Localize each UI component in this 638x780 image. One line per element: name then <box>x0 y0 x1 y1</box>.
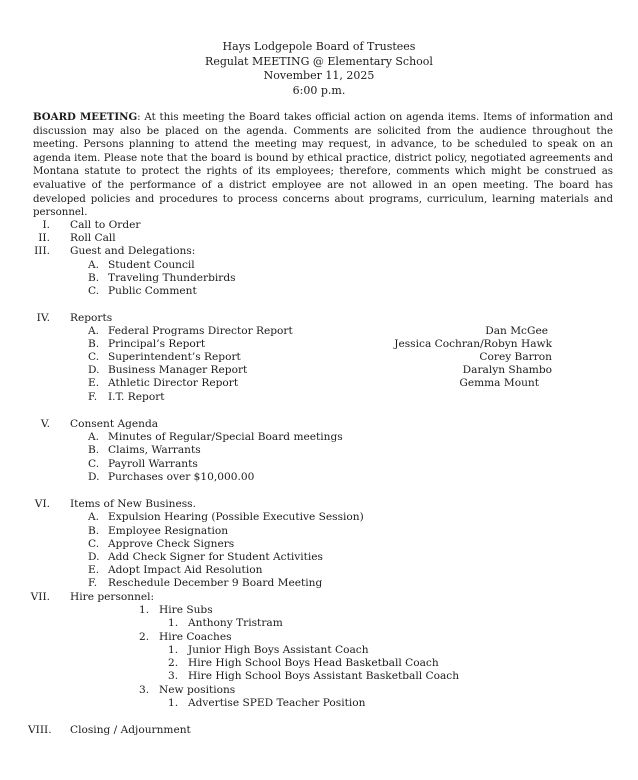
section-number: VIII. <box>28 724 52 736</box>
section-number: VII. <box>30 591 50 603</box>
meeting-title: Regulat MEETING @ Elementary School <box>205 54 433 68</box>
section-number: I. <box>42 219 50 231</box>
section-title: Items of New Business. <box>70 498 196 510</box>
section-number: IV. <box>36 312 50 324</box>
board-name: Hays Lodgepole Board of Trustees <box>222 40 416 53</box>
intro-text: : At this meeting the Board takes official action on agenda items. Items of information and discussion may also be placed on the agenda. Comments are solicited from the audience throughout the meeting. Persons planning to attend the meeting may request, in advance, to be scheduled to speak on an agenda item. Please note that the board is bound by ethical practice, district policy, negotiated agreements and Montana statute to protect the rights of its employees; therefore, comments which might be construed as evaluative of the performance of a district employee are not allowed in an open meeting. The board has developed policies and procedures to process concerns about programs, curriculum, learning materials and personnel. <box>33 112 613 219</box>
presenter-name: Gemma Mount <box>459 377 539 389</box>
presenter-name: Jessica Cochran/Robyn Hawk <box>394 338 552 350</box>
meeting-date: November 11, 2025 <box>263 69 375 82</box>
section-title: Closing / Adjournment <box>70 724 191 736</box>
section-number: VI. <box>34 498 50 510</box>
section-title: Roll Call <box>70 232 116 244</box>
presenter-name: Corey Barron <box>479 351 552 363</box>
document-header <box>0 40 638 98</box>
section-title: Hire personnel: <box>70 591 155 603</box>
section-number: III. <box>34 245 50 257</box>
intro-label: BOARD MEETING <box>33 111 138 123</box>
meeting-time: 6:00 p.m. <box>292 83 346 97</box>
section-title: Guest and Delegations: <box>70 245 196 257</box>
section-title: Consent Agenda <box>70 418 159 430</box>
presenter-name: Daralyn Shambo <box>462 364 552 376</box>
agenda-document: Hays Lodgepole Board of Trustees Regulat MEETING @ Elementary School November 11, 2025 6:00 p.m. BOARD MEETING: At this meeting the Board takes official action on agenda items. Items of information and discussion may also be placed on the agenda. Comments are solicited from the audience throughout the meeting. Persons planning to attend the meeting may request, in advance, to be scheduled to speak on an agenda item. Please note that the board is bound by ethical practice, district policy, negotiated agreements and Montana statute to protect the rights of its employees; therefore, comments which might be construed as evaluative of the performance of a district employee are not allowed in an open meeting. The board has developed policies and procedures to process concerns about programs, curriculum, learning materials and personnel. I. Call to Order II. Roll Call III. Guest and Delegations: A. Student Council B. Traveling Thunderbirds C. Public Comment IV. Reports A. Federal Programs Director Report Dan McGee B. Principal’s Report Jessica Cochran/Robyn Hawk C. Superintendent’s Report Corey Barron D. Business Manager Report Daralyn Shambo E. Athletic Director Report Gemma Mount F. I.T. Report V. Consent Agenda A. Minutes of Regular/Special Board meetings B. Claims, Warrants C. Payroll Warrants D. Purchases over $10,000.00 VI. Items of New Business. A. Expulsion Hearing (Possible Executive Session) B. Employee Resignation C. Approve Check Signers D. Add Check Signer for Student Activities E. Adopt Impact Aid Resolution F. Reschedule December 9 Board Meeting VII. Hire personnel: 1. Hire Subs 1. Anthony Tristram 2. Hire Coaches 1. Junior High Boys Assistant Coach 2. Hire High School Boys Head Basketball Coach 3. Hire High School Boys Assistant Basketball Coach 3. New positions 1. Advertise SPED Teacher Position VIII. Closing / Adjournment <box>0 0 638 780</box>
section-number: II. <box>38 232 50 244</box>
presenter-name: Dan McGee <box>485 325 548 337</box>
section-number: V. <box>40 418 50 430</box>
intro-paragraph <box>33 111 613 220</box>
section-title: Reports <box>70 312 113 324</box>
section-title: Call to Order <box>70 219 141 231</box>
